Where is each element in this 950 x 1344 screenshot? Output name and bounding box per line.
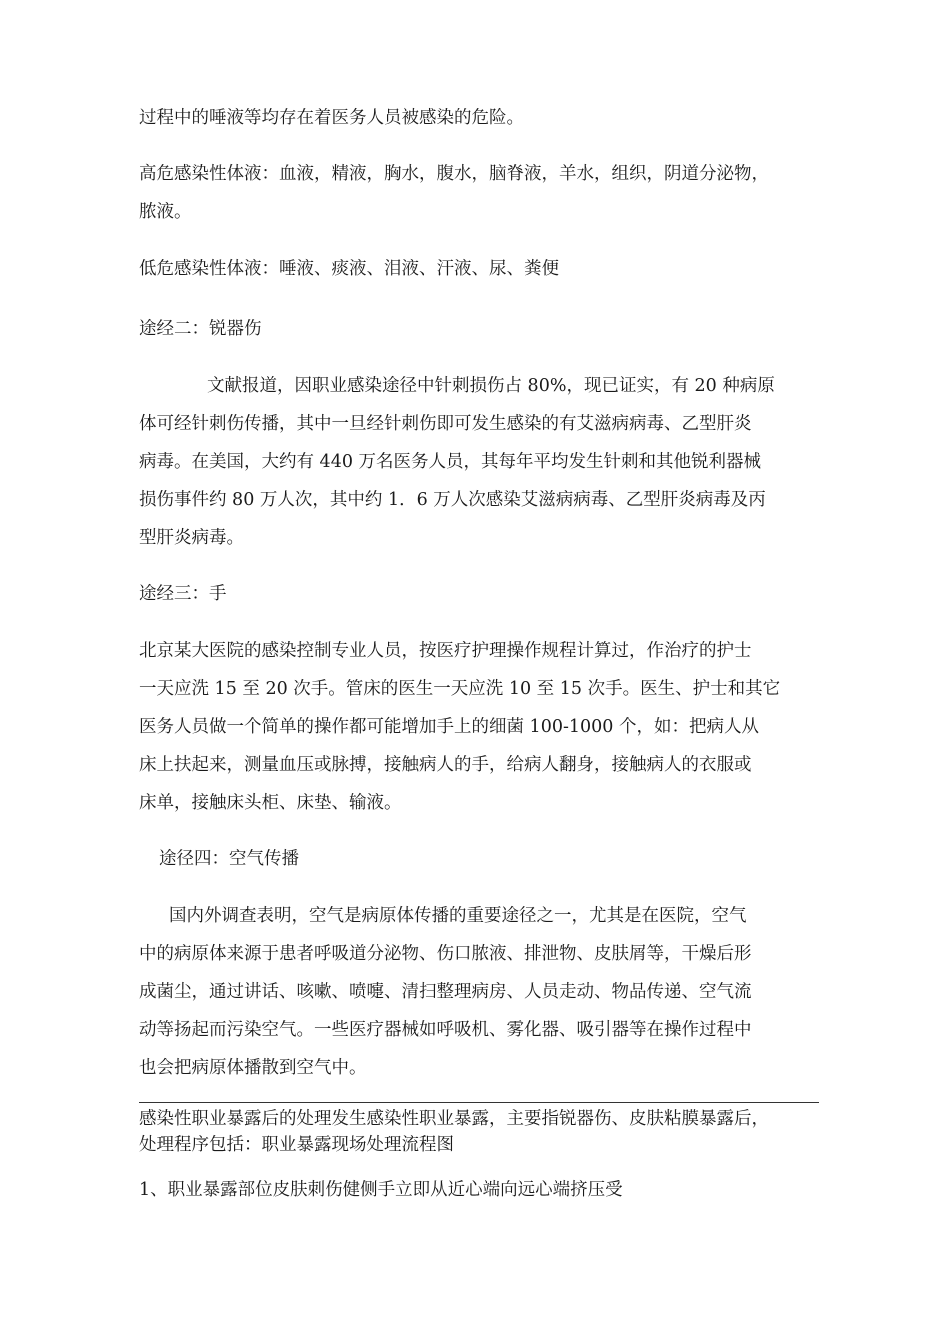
- text-line: 中的病原体来源于患者呼吸道分泌物、伤口脓液、排泄物、皮肤屑等，干燥后形: [139, 944, 752, 964]
- text-line: 感染性职业暴露后的处理发生感染性职业暴露，主要指锐器伤、皮肤粘膜暴露后，: [139, 1109, 769, 1129]
- text-line: 文献报道，因职业感染途径中针刺损伤占 80%，现已证实，有 20 种病原: [207, 376, 775, 396]
- text-line: 国内外调查表明，空气是病原体传播的重要途径之一，尤其是在医院，空气: [169, 906, 747, 926]
- text-line: 北京某大医院的感染控制专业人员，按医疗护理操作规程计算过，作治疗的护士: [139, 641, 752, 661]
- text-line: 途径四：空气传播: [159, 849, 299, 869]
- text-line: 医务人员做一个简单的操作都可能增加手上的细菌 100-1000 个，如：把病人从: [139, 717, 759, 737]
- text-line: 低危感染性体液：唾液、痰液、泪液、汗液、尿、粪便: [139, 259, 559, 279]
- text-line: 动等扬起而污染空气。一些医疗器械如呼吸机、雾化器、吸引器等在操作过程中: [139, 1020, 752, 1040]
- text-line: 床单，接触床头柜、床垫、输液。: [139, 793, 402, 813]
- text-line: 病毒。在美国，大约有 440 万名医务人员，其每年平均发生针刺和其他锐利器械: [139, 452, 762, 472]
- text-line: 过程中的唾液等均存在着医务人员被感染的危险。: [139, 108, 524, 128]
- section-heading-airborne: [139, 840, 819, 878]
- paragraph-body: [139, 99, 819, 137]
- text-line: 成菌尘，通过讲话、咳嗽、喷嚏、清扫整理病房、人员走动、物品传递、空气流: [139, 982, 752, 1002]
- text-line: 脓液。: [139, 202, 192, 222]
- section-heading-hands: [139, 575, 819, 613]
- text-line: 高危感染性体液：血液，精液，胸水，腹水，脑脊液，羊水，组织，阴道分泌物，: [139, 164, 769, 184]
- text-line: 损伤事件约 80 万人次，其中约 1．6 万人次感染艾滋病病毒、乙型肝炎病毒及丙: [139, 490, 766, 510]
- text-line: 处理程序包括：职业暴露现场处理流程图: [139, 1135, 454, 1155]
- horizontal-divider: [139, 1102, 819, 1103]
- paragraph-hands: [139, 632, 819, 822]
- text-line: 途经二：锐器伤: [139, 319, 262, 339]
- text-line: 1、职业暴露部位皮肤刺伤健侧手立即从近心端向远心端挤压受: [139, 1180, 623, 1200]
- paragraph-step-1: [139, 1171, 819, 1209]
- text-line: 也会把病原体播散到空气中。: [139, 1058, 367, 1078]
- paragraph-exposure-handling: [139, 1106, 819, 1158]
- text-line: 体可经针刺伤传播，其中一旦经针刺伤即可发生感染的有艾滋病病毒、乙型肝炎: [139, 414, 752, 434]
- paragraph-sharps-injury: [139, 367, 819, 557]
- paragraph-high-risk-fluids: [139, 155, 819, 231]
- section-heading-sharps-injury: [139, 310, 819, 348]
- text-line: 床上扶起来，测量血压或脉搏，接触病人的手，给病人翻身，接触病人的衣服或: [139, 755, 752, 775]
- paragraph-airborne: [139, 897, 819, 1087]
- text-line: 一天应洗 15 至 20 次手。管床的医生一天应洗 10 至 15 次手。医生、护士和其它: [139, 679, 781, 699]
- paragraph-low-risk-fluids: [139, 250, 819, 288]
- text-line: 型肝炎病毒。: [139, 528, 244, 548]
- text-line: 途经三：手: [139, 584, 227, 604]
